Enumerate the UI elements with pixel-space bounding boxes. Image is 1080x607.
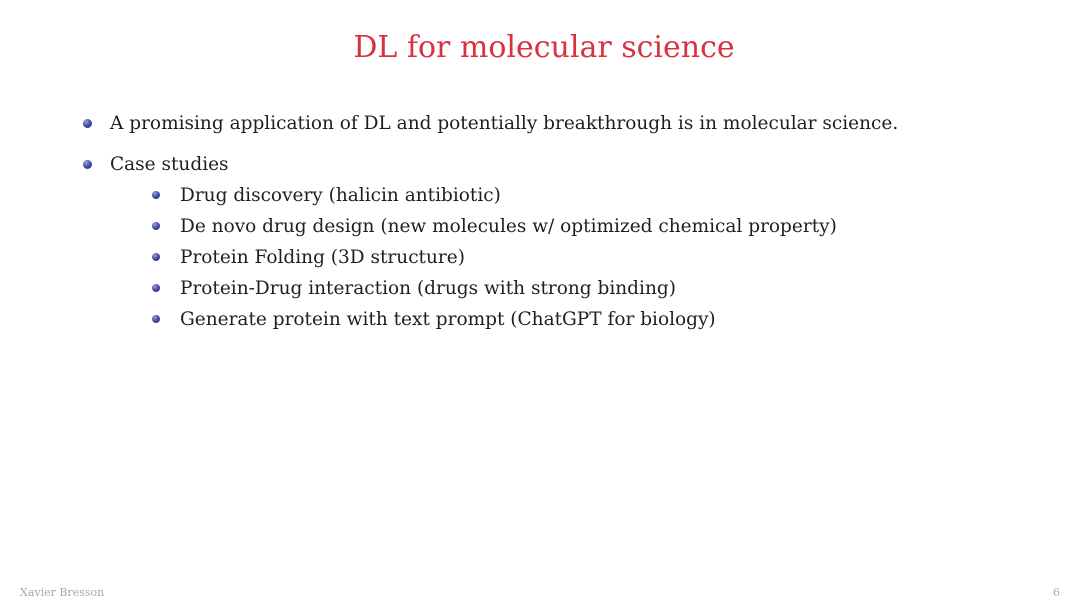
sub-bullet-item — [110, 275, 1040, 303]
sub-bullet-item — [110, 306, 1040, 334]
bullet-text: Case studies — [110, 154, 229, 175]
sub-bullet-list — [110, 182, 1040, 334]
sub-bullet-text: Protein Folding (3D structure) — [180, 247, 465, 268]
bullet-icon — [83, 119, 92, 128]
sub-bullet-icon — [152, 284, 160, 292]
sub-bullet-icon — [152, 222, 160, 230]
slide-title: DL for molecular science — [353, 30, 735, 65]
footer-page-number: 6 — [1053, 586, 1060, 599]
slide-content — [80, 110, 1040, 347]
sub-bullet-icon — [152, 315, 160, 323]
sub-bullet-text: Drug discovery (halicin antibiotic) — [180, 185, 501, 206]
sub-bullet-icon — [152, 191, 160, 199]
bullet-list — [80, 110, 1040, 334]
sub-bullet-item — [110, 213, 1040, 241]
sub-bullet-text: Generate protein with text prompt (ChatGPT for biology) — [180, 309, 716, 330]
sub-bullet-icon — [152, 253, 160, 261]
sub-bullet-item — [110, 244, 1040, 272]
bullet-item — [80, 151, 1040, 334]
bullet-text: A promising application of DL and potentially breakthrough is in molecular science. — [110, 113, 899, 134]
bullet-icon — [83, 160, 92, 169]
sub-bullet-text: De novo drug design (new molecules w/ optimized chemical property) — [180, 216, 837, 237]
sub-bullet-text: Protein-Drug interaction (drugs with strong binding) — [180, 278, 676, 299]
sub-bullet-item — [110, 182, 1040, 210]
bullet-item — [80, 110, 1040, 138]
footer-author: Xavier Bresson — [20, 586, 105, 599]
